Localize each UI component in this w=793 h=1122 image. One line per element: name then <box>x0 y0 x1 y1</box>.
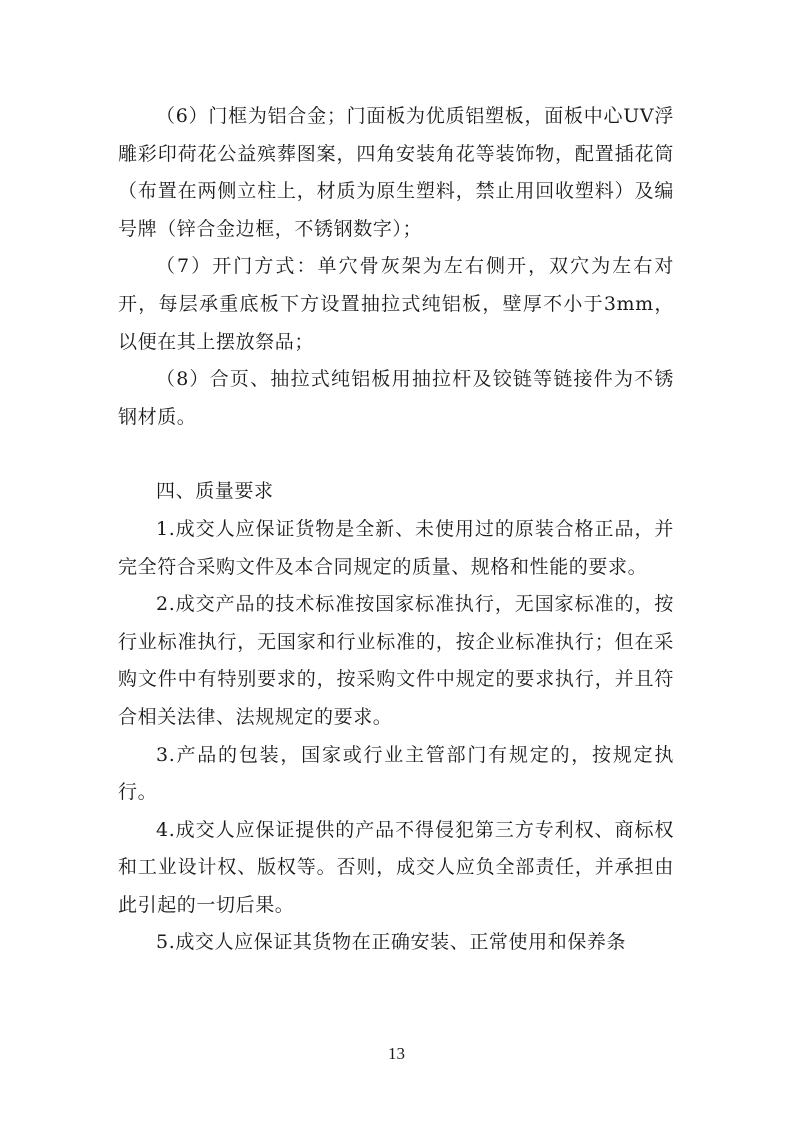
document-body <box>118 98 674 962</box>
section-spacer <box>118 436 674 473</box>
paragraph-quality-2: 2.成交产品的技术标准按国家标准执行，无国家标准的，按行业标准执行，无国家和行业标准的，按企业标准执行；但在采购文件中有特别要求的，按采购文件中规定的要求执行，并且符合相关法律、法规规定的要求。 <box>118 593 674 728</box>
paragraph-quality-5: 5.成交人应保证其货物在正确安装、正常使用和保养条 <box>156 931 627 954</box>
paragraph-quality-1: 1.成交人应保证货物是全新、未使用过的原装合格正品，并完全符合采购文件及本合同规定的质量、规格和性能的要求。 <box>118 517 674 578</box>
paragraph-item-6: （6）门框为铝合金；门面板为优质铝塑板，面板中心UV浮雕彩印荷花公益殡葬图案，四角安装角花等装饰物，配置插花筒（布置在两侧立柱上，材质为原生塑料，禁止用回收塑料）及编号牌（锌合金边框，不锈钢数字）； <box>118 105 674 240</box>
section-heading-quality: 四、质量要求 <box>156 480 274 503</box>
paragraph-item-8: （8）合页、抽拉式纯铝板用抽拉杆及铰链等链接件为不锈钢材质。 <box>118 368 674 428</box>
paragraph-quality-3: 3.产品的包装，国家或行业主管部门有规定的，按规定执行。 <box>118 743 674 804</box>
paragraph-quality-4: 4.成交人应保证提供的产品不得侵犯第三方专利权、商标权和工业设计权、版权等。否则，成交人应负全部责任，并承担由此引起的一切后果。 <box>118 818 674 916</box>
paragraph-item-7: （7）开门方式：单穴骨灰架为左右侧开，双穴为左右对开，每层承重底板下方设置抽拉式纯铝板，壁厚不小于3mm，以便在其上摆放祭品； <box>118 255 674 353</box>
page-number: 13 <box>388 1044 405 1063</box>
